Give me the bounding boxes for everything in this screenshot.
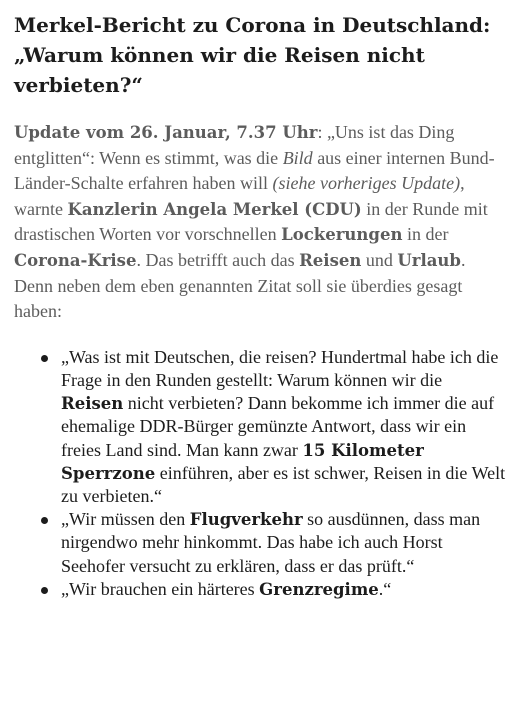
- quote-text: .“: [378, 578, 392, 599]
- keyword-corona-krise: Corona-Krise: [14, 250, 137, 270]
- keyword-urlaub: Urlaub: [397, 250, 461, 270]
- keyword-sperrzone: 15 Kilometer Sperrzone: [61, 440, 424, 483]
- lead-text: . Denn neben dem eben genannten Zitat soll sie überdies gesagt haben:: [14, 249, 466, 322]
- bullet-icon: [41, 355, 48, 362]
- lead-text: in der: [402, 224, 449, 245]
- quote-text: nicht verbieten? Dann bekomme ich immer die auf ehemalige DDR-Bürger gemünzte Antwort, dass wir ein freies Land sind. Man kann zwar: [61, 393, 495, 460]
- quote-list: [14, 346, 508, 601]
- previous-update-reference: (siehe vorheriges Update): [272, 173, 461, 194]
- lead-text: . Das betrifft auch das: [136, 249, 300, 270]
- quote-item: [14, 346, 508, 508]
- article-headline: Merkel-Bericht zu Corona in Deutschland: „Warum können wir die Reisen nicht verbieten?“: [14, 13, 491, 97]
- quote-text: so ausdünnen, dass man nirgendwo mehr hinkommt. Das habe ich auch Horst Seehofer versucht zu erklären, dass er das prüft.“: [61, 509, 481, 576]
- lead-text: aus einer internen Bund-Länder-Schalte erfahren haben will: [14, 147, 495, 194]
- keyword-lockerungen: Lockerungen: [281, 225, 403, 245]
- quote-text: einführen, aber es ist schwer, Reisen in die Welt zu verbieten.“: [61, 462, 506, 506]
- bullet-icon: [41, 587, 48, 594]
- keyword-grenzregime: Grenzregime: [259, 579, 379, 599]
- quote-item: [14, 578, 508, 601]
- quote-item: [14, 508, 508, 578]
- lead-text: : „Uns ist das Ding entglitten“: Wenn es stimmt, was die: [14, 122, 455, 168]
- update-timestamp: Update vom 26. Januar, 7.37 Uhr: [14, 123, 318, 142]
- lead-text: in der Runde mit drastischen Worten vor vorschnellen: [14, 198, 488, 245]
- article: [14, 10, 508, 601]
- bullet-icon: [41, 517, 48, 524]
- lead-text: und: [361, 249, 398, 270]
- keyword-flugverkehr: Flugverkehr: [189, 510, 303, 530]
- keyword-reisen: Reisen: [61, 394, 124, 414]
- article-lead-paragraph: [14, 120, 508, 325]
- source-bild: Bild: [282, 147, 313, 168]
- quote-text: „Was ist mit Deutschen, die reisen? Hundertmal habe ich die Frage in den Runden gestellt: Warum können wir die: [61, 346, 499, 390]
- keyword-reisen: Reisen: [299, 250, 362, 270]
- quote-text: „Wir brauchen ein härteres: [61, 578, 260, 599]
- keyword-kanzlerin: Kanzlerin Angela Merkel (CDU): [67, 199, 362, 219]
- lead-text: , warnte: [14, 173, 465, 219]
- quote-text: „Wir müssen den: [61, 509, 190, 530]
